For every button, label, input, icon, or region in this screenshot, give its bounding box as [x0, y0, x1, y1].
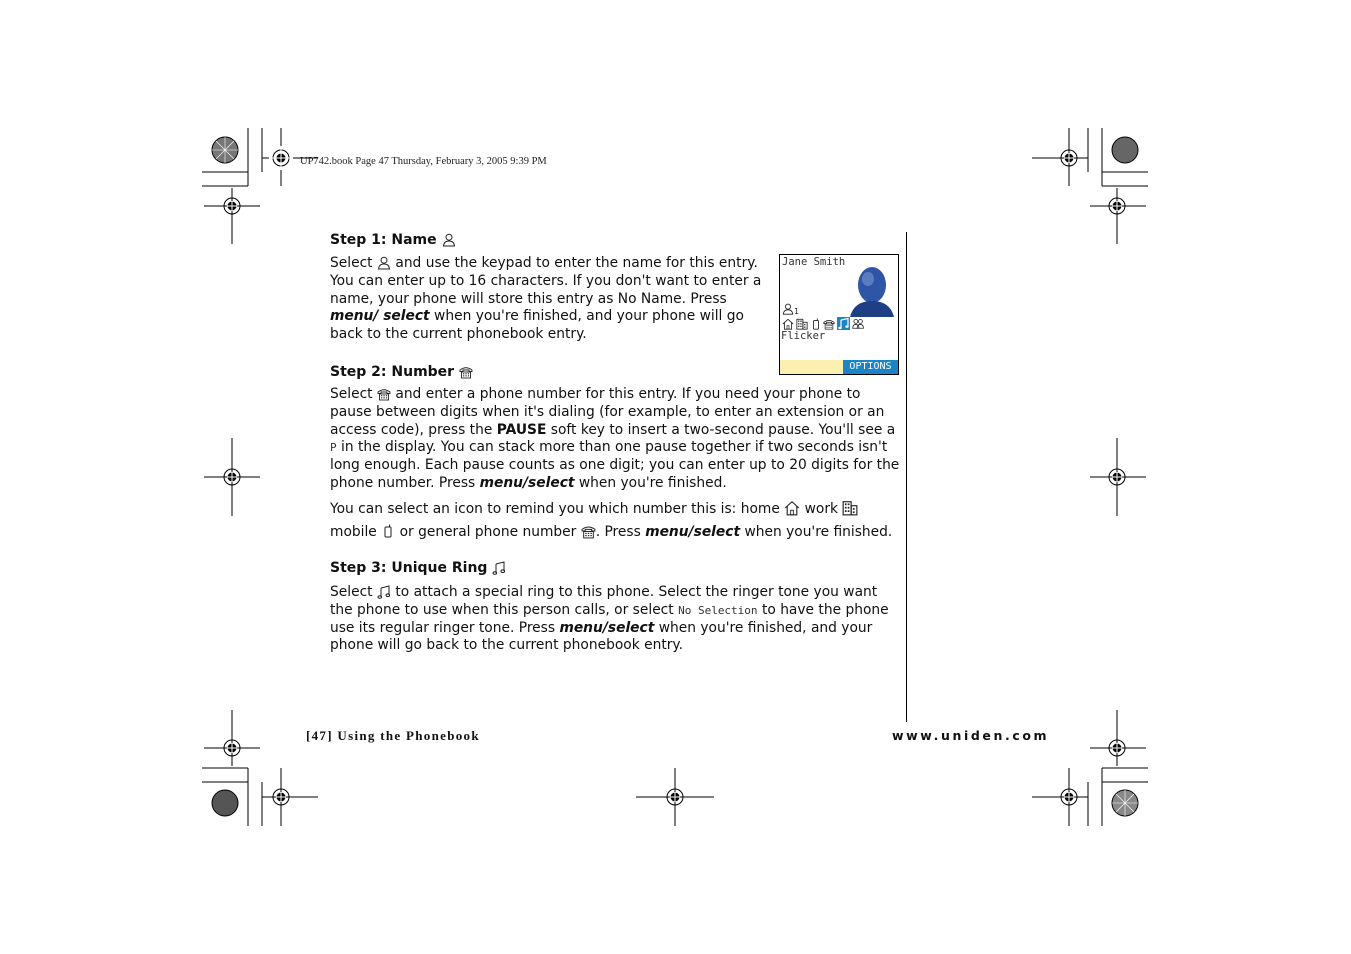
step2-heading: Step 2: Number — [330, 364, 473, 380]
svg-text:1: 1 — [794, 307, 800, 316]
screen-mobile-icon — [810, 318, 822, 330]
screen-person-icon — [782, 303, 798, 315]
person-icon — [377, 256, 391, 270]
step3-body: Select to attach a special ring to this phone. Select the ringer tone you want the phone to use when this person calls, or select No Selection to have the phone use its regular ringer tone. Press menu/select when you're finished, and your phone will go back to the current phonebook entry. — [330, 584, 889, 654]
print-slug: UP742.book Page 47 Thursday, February 3, 2005 9:39 PM — [300, 156, 547, 167]
screen-contact-name: Jane Smith — [782, 256, 846, 268]
music-note-icon — [492, 561, 506, 575]
phone-icon — [581, 524, 596, 539]
step3-heading: Step 3: Unique Ring — [330, 560, 506, 576]
screen-group-icon — [852, 318, 864, 330]
mobile-icon — [381, 523, 395, 539]
work-icon — [842, 500, 858, 516]
screen-phone-icon — [823, 318, 835, 330]
step2-body: Select and enter a phone number for this entry. If you need your phone to pause between digits when it's dialing (for example, to enter an extension or an access code), press the PAUSE soft key to insert a two-second pause. You'll see a P in the display. You can stack more than one pause together if two seconds isn't long enough. Each pause counts as one digit; you can enter up to 20 digits for the phone number. Press menu/select when you're finished. You can select an icon to remind you which number this is: home work mobile or general phone number . Press menu/select when you're finished. — [330, 386, 900, 540]
footer-website-link[interactable]: www.uniden.com — [892, 728, 1050, 743]
screen-music-note-icon — [837, 317, 850, 330]
music-note-icon — [377, 585, 391, 599]
contact-photo-icon — [846, 261, 896, 317]
phone-icon — [377, 387, 391, 401]
person-icon — [442, 233, 456, 247]
screen-work-icon — [796, 318, 808, 330]
pause-character: P — [330, 441, 337, 455]
screen-home-icon — [782, 318, 794, 330]
step1-heading: Step 1: Name — [330, 232, 456, 248]
softkey-options: OPTIONS — [843, 360, 898, 374]
footer-page-title: [47] Using the Phonebook — [306, 728, 480, 743]
margin-rule — [906, 232, 907, 722]
softkey-left — [780, 360, 843, 374]
phone-icon — [459, 365, 473, 379]
step1-body: Select and use the keypad to enter the name for this entry. You can enter up to 16 characters. If you don't want to enter a name, your phone will store this entry as No Name. Press menu/ select when you're finished, and your phone will go back to the current phonebook entry. — [330, 255, 762, 343]
no-selection-text: No Selection — [678, 603, 758, 617]
screen-ringer-name: Flicker — [781, 330, 826, 342]
phone-screen-illustration — [779, 254, 899, 375]
home-icon — [784, 500, 800, 516]
